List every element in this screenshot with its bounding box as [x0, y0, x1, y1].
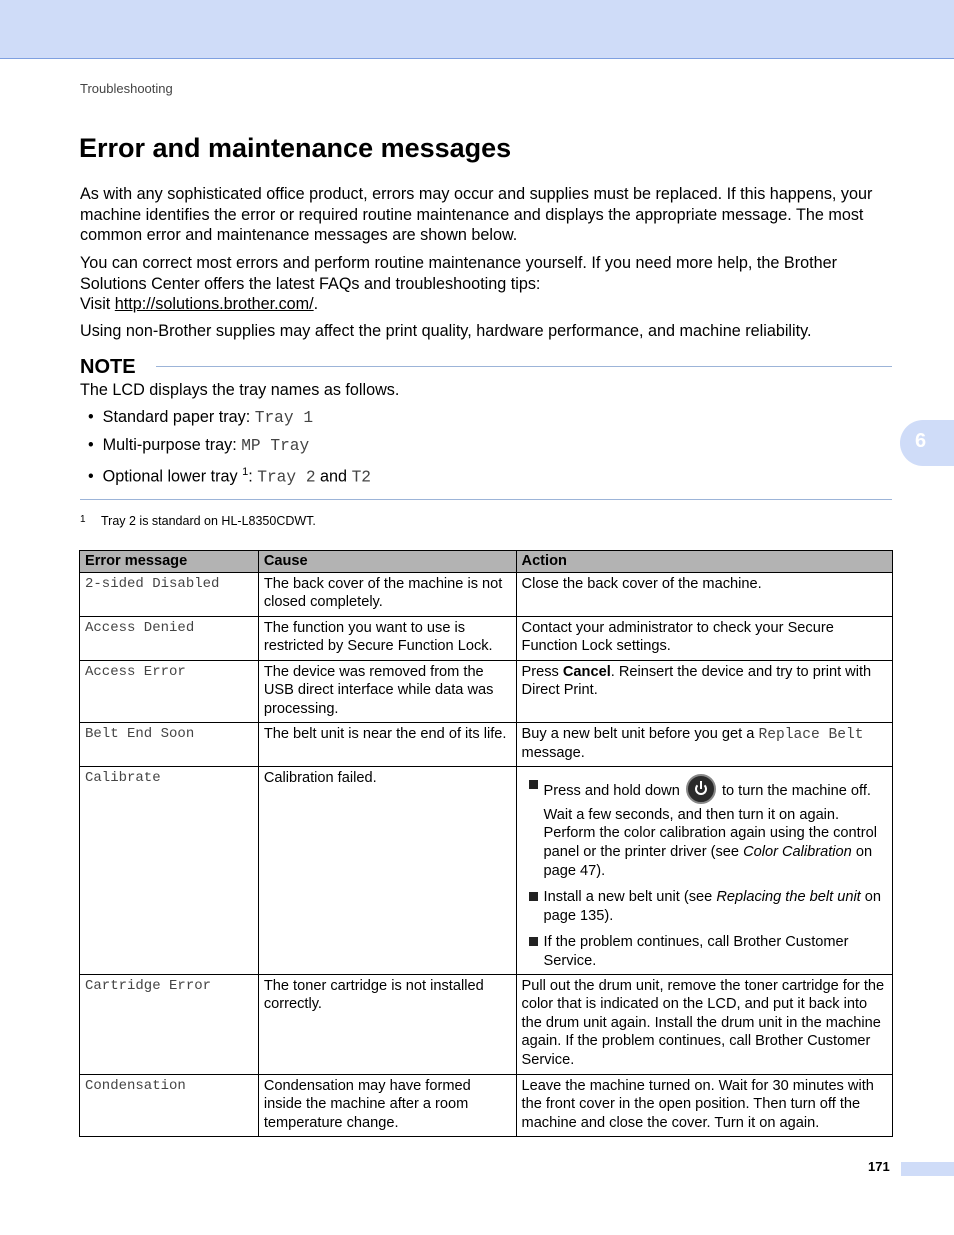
- intro-paragraph-3: Using non-Brother supplies may affect the print quality, hardware performance, and machine reliability.: [80, 322, 812, 340]
- intro-paragraph-2-text: You can correct most errors and perform routine maintenance yourself. If you need more help, the Brother Solutions Center offers the latest FAQs and troubleshooting tips:: [80, 254, 838, 293]
- note-item-colon: :: [248, 467, 258, 486]
- table-row: [80, 766, 893, 974]
- chapter-tab[interactable]: [900, 420, 954, 466]
- chapter-number: 6: [915, 430, 927, 452]
- footnote-text: Tray 2 is standard on HL-L8350CDWT.: [101, 514, 316, 528]
- note-item-code: Tray 2: [257, 468, 316, 487]
- action-cell: Pull out the drum unit, remove the toner cartridge for the color that is indicated on the LCD, and put it back into the drum unit again. Install the drum unit in the machine again. If the problem continues, call Brother Customer Service.: [516, 974, 892, 1074]
- column-header-action: Action: [516, 551, 892, 573]
- action-cell: Leave the machine turned on. Wait for 30 minutes with the front cover in the open position. Then turn off the machine and close the cover. Turn it on again.: [516, 1074, 892, 1136]
- note-lead: The LCD displays the tray names as follows.: [80, 381, 400, 399]
- action-ref[interactable]: Replacing the belt unit: [716, 889, 861, 906]
- action-cell: [516, 722, 892, 766]
- action-cell: [516, 660, 892, 722]
- bullet-square-icon: [529, 937, 538, 946]
- error-message-cell: Condensation: [80, 1074, 259, 1136]
- action-bullet: [522, 776, 887, 880]
- footnote-number: 1: [80, 514, 86, 525]
- error-message-cell: Cartridge Error: [80, 974, 259, 1074]
- error-message-cell: Calibrate: [80, 766, 259, 974]
- action-text: on page 47).: [543, 843, 873, 879]
- action-code: Replace Belt: [758, 726, 864, 743]
- cause-cell: The toner cartridge is not installed correctly.: [258, 974, 516, 1074]
- cause-cell: The device was removed from the USB direct interface while data was processing.: [258, 660, 516, 722]
- table-row: [80, 616, 893, 660]
- action-text: . Reinsert the device and try to print with Direct Print.: [521, 663, 872, 699]
- visit-label: Visit: [80, 295, 115, 313]
- header-band: [0, 0, 954, 59]
- intro-paragraph-1: As with any sophisticated office product, errors may occur and supplies must be replaced. If this happens, your machine identifies the error or required routine maintenance and displays the appropriate message. The most common error and maintenance messages are shown below.: [80, 185, 873, 244]
- action-text: If the problem continues, call Brother Customer Service.: [543, 934, 849, 969]
- action-text: Buy a new belt unit before you get a: [521, 725, 759, 742]
- error-message-cell: 2-sided Disabled: [80, 572, 259, 616]
- table-header-row: [80, 551, 893, 573]
- action-cell: Close the back cover of the machine.: [516, 572, 892, 616]
- note-item-code-2: T2: [351, 468, 371, 487]
- note-bottom-divider: [80, 499, 892, 500]
- action-text: Press and hold down: [543, 782, 684, 799]
- cancel-key-label: Cancel: [562, 663, 611, 680]
- column-header-error: Error message: [80, 551, 259, 573]
- cause-cell: The back cover of the machine is not closed completely.: [258, 572, 516, 616]
- cause-cell: The function you want to use is restricted by Secure Function Lock.: [258, 616, 516, 660]
- action-text: on page 135).: [543, 889, 882, 924]
- note-item-label: Optional lower tray: [102, 467, 243, 486]
- note-item-and: and: [315, 467, 352, 486]
- error-message-cell: Access Error: [80, 660, 259, 722]
- action-text: message.: [521, 745, 585, 762]
- action-text: to turn the machine off. Wait a few seconds, and then turn it on again. Perform the color calibration again using the control panel or the printer driver (see: [543, 782, 877, 860]
- page-number-bar: [901, 1162, 954, 1176]
- breadcrumb: Troubleshooting: [80, 81, 173, 96]
- note-item-code: MP Tray: [241, 437, 310, 455]
- action-cell: Contact your administrator to check your Secure Function Lock settings.: [516, 616, 892, 660]
- note-item-label: Standard paper tray:: [102, 408, 255, 426]
- table-row: [80, 572, 893, 616]
- note-divider: [156, 366, 892, 367]
- cause-cell: The belt unit is near the end of its life.: [258, 722, 516, 766]
- note-item-lower-tray: • Optional lower tray $^1$: Tray 2 and T2: [88, 466, 371, 487]
- bullet-square-icon: [529, 780, 538, 789]
- table-row: [80, 660, 893, 722]
- power-button-icon: [686, 774, 716, 804]
- action-ref[interactable]: Color Calibration: [743, 843, 852, 860]
- action-text: Press: [521, 663, 563, 680]
- visit-end: .: [313, 295, 319, 313]
- action-bullet: [522, 933, 887, 970]
- table-row: [80, 722, 893, 766]
- note-item-code: Tray 1: [254, 409, 314, 427]
- note-heading: NOTE: [80, 356, 136, 378]
- action-text: Install a new belt unit (see: [543, 889, 717, 906]
- table-row: [80, 974, 893, 1074]
- table-row: [80, 1074, 893, 1136]
- footnote-ref: 1: [242, 466, 249, 478]
- cause-cell: Calibration failed.: [258, 766, 516, 974]
- error-message-table: [79, 550, 893, 1137]
- bullet-square-icon: [529, 892, 538, 901]
- note-item-label: Multi-purpose tray:: [102, 436, 242, 454]
- intro-paragraph-2: [80, 253, 895, 315]
- page-title: Error and maintenance messages: [79, 133, 512, 163]
- error-message-cell: Access Denied: [80, 616, 259, 660]
- footnote: [80, 514, 316, 528]
- error-message-cell: Belt End Soon: [80, 722, 259, 766]
- column-header-cause: Cause: [258, 551, 516, 573]
- page-number: 171: [868, 1159, 890, 1174]
- cause-cell: Condensation may have formed inside the machine after a room temperature change.: [258, 1074, 516, 1136]
- note-item-mp-tray: • Multi-purpose tray: MP Tray: [88, 436, 310, 455]
- solutions-center-link[interactable]: http://solutions.brother.com/: [114, 295, 314, 313]
- note-item-standard-tray: • Standard paper tray: Tray 1: [88, 408, 314, 427]
- action-cell: [516, 766, 892, 974]
- action-bullet: [522, 888, 887, 925]
